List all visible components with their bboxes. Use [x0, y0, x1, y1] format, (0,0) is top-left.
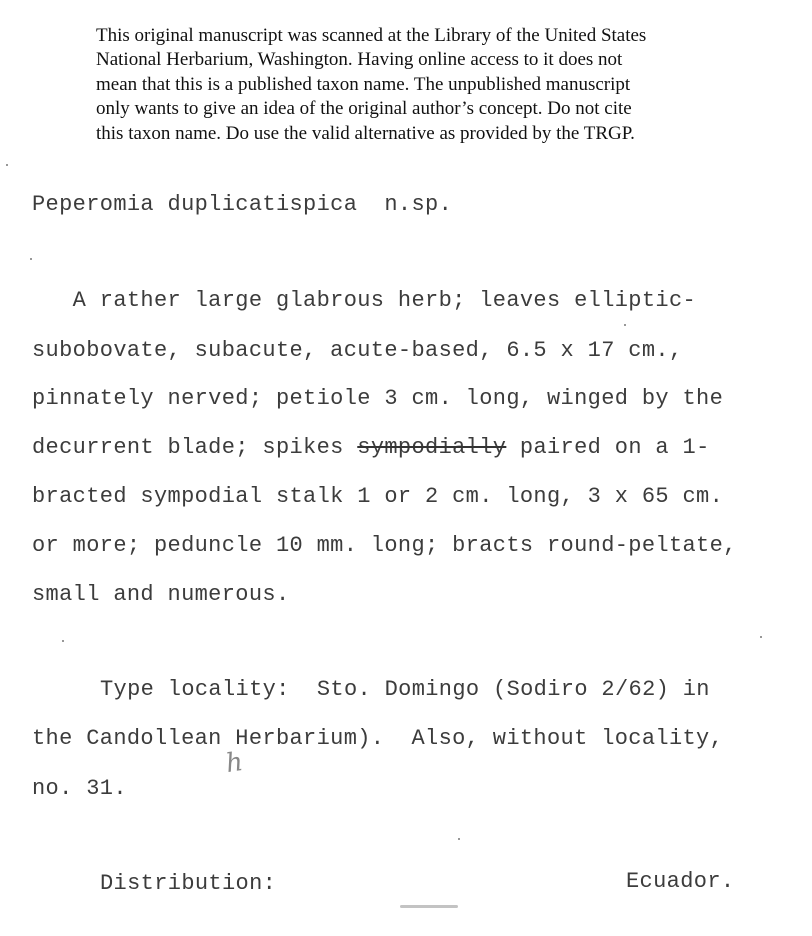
description-line: small and numerous.: [32, 582, 290, 607]
speck: [6, 164, 8, 166]
speck: [760, 636, 762, 638]
type-locality-line: Type locality: Sto. Domingo (Sodiro 2/62) in: [100, 677, 710, 702]
distribution-value: Ecuador.: [626, 869, 735, 894]
species-title: Peperomia duplicatispica n.sp.: [32, 192, 453, 217]
description-text: paired on a 1-: [506, 435, 710, 460]
notice-line: This original manuscript was scanned at the Library of the United States: [96, 25, 647, 46]
notice-line: mean that this is a published taxon name. The unpublished manuscript: [96, 73, 631, 95]
notice-line: only wants to give an idea of the original author’s concept. Do not cite: [96, 98, 632, 120]
description-line: bracted sympodial stalk 1 or 2 cm. long, 3 x 65 cm.: [32, 484, 724, 509]
struck-word: sympodially: [357, 435, 507, 460]
type-locality-line: no. 31.: [32, 776, 127, 801]
speck: [30, 258, 32, 260]
distribution-label: Distribution:: [100, 871, 277, 896]
type-locality-line: the Candollean Herbarium). Also, without locality,: [32, 726, 724, 751]
description-line: [32, 435, 710, 460]
description-line: pinnately nerved; petiole 3 cm. long, winged by the: [32, 386, 724, 411]
notice-line: this taxon name. Do use the valid alternative as provided by the TRGP.: [96, 122, 635, 144]
disclaimer-notice: [96, 24, 776, 146]
speck: [624, 324, 626, 326]
speck: [62, 640, 64, 642]
description-line: subobovate, subacute, acute-based, 6.5 x 17 cm.,: [32, 338, 683, 363]
handwritten-mark: ℎ: [223, 746, 245, 780]
ink-smudge: [400, 905, 458, 908]
description-line: or more; peduncle 10 mm. long; bracts round-peltate,: [32, 533, 737, 558]
notice-line: National Herbarium, Washington. Having online access to it does not: [96, 49, 623, 71]
description-text: decurrent blade; spikes: [32, 435, 358, 460]
description-line: A rather large glabrous herb; leaves elliptic-: [32, 288, 697, 313]
speck: [458, 838, 460, 840]
